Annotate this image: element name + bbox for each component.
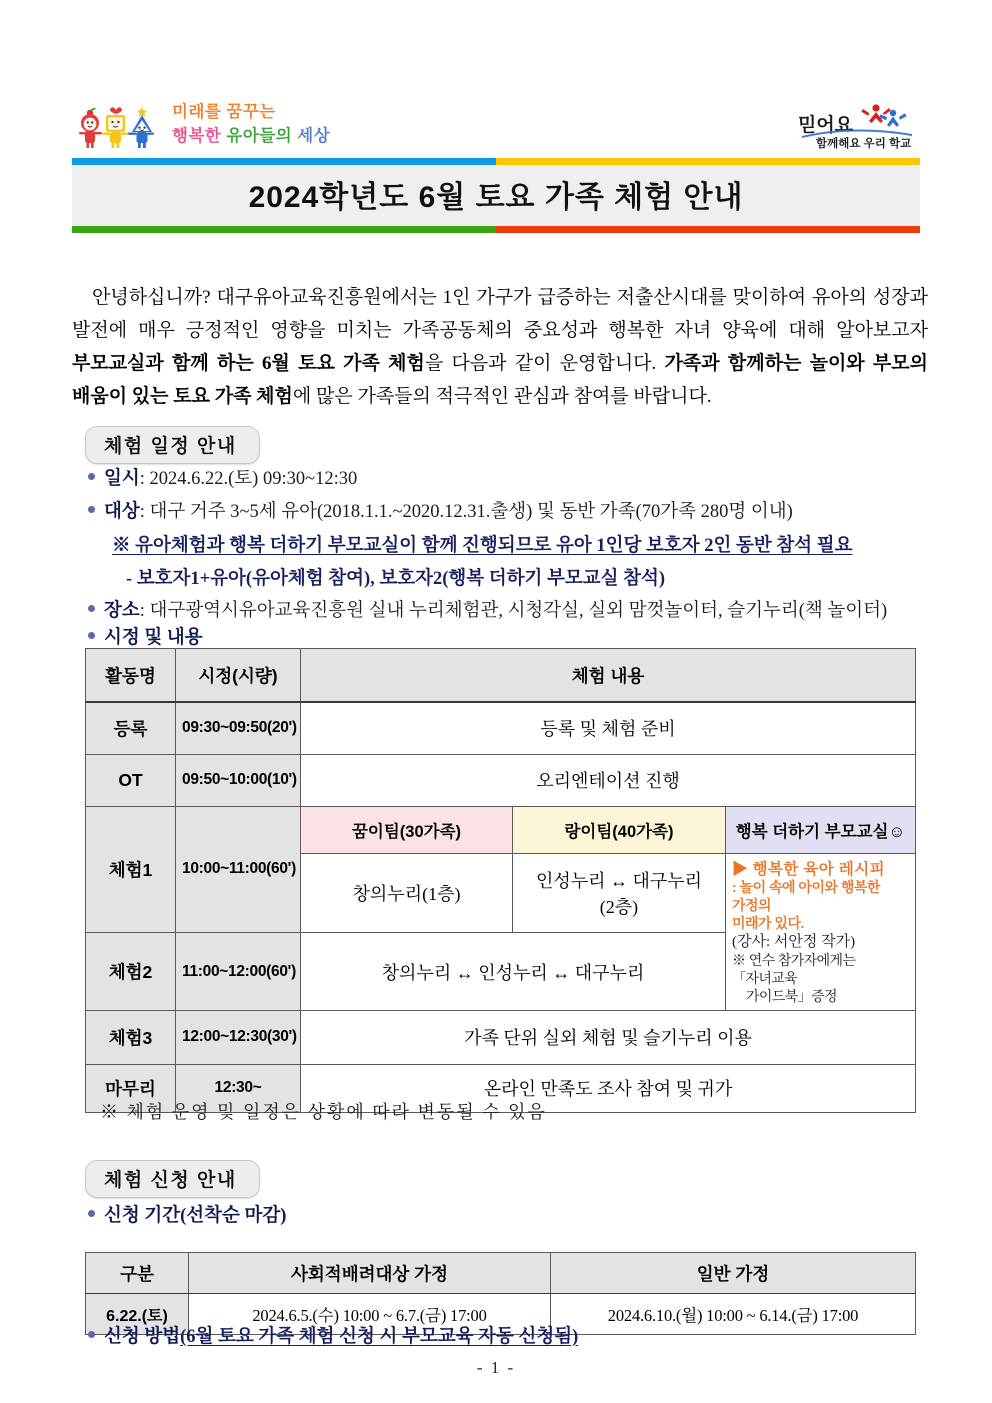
bullet-date-label: 일시 — [104, 469, 140, 489]
cell-content: 등록 및 체험 준비 — [301, 702, 916, 754]
bullet-date — [88, 466, 357, 492]
cell-activity: 등록 — [86, 702, 176, 754]
document-header — [72, 92, 920, 158]
intro-text-2-bold: 부모교실과 함께 하는 6월 토요 가족 체험 — [72, 353, 425, 374]
schedule-table — [85, 648, 916, 1113]
bullet-dot-icon — [88, 605, 95, 612]
cell-parent-class-header: 행복 더하기 부모교실☺ — [726, 806, 916, 853]
bullet-place-value: : 대구광역시유아교육진흥원 실내 누리체험관, 시청각실, 실외 맘껏놀이터, 슬기누리(책 놀이터) — [139, 601, 888, 621]
parent-class-note-2: 가이드북」증정 — [746, 988, 837, 1005]
col-header-time: 시정(시량) — [176, 649, 301, 703]
cell-content: 창의누리 ↔ 인성누리 ↔ 대구누리 — [301, 933, 726, 1011]
cell-parent-class-detail — [726, 853, 916, 1010]
mascot-characters-icon — [72, 99, 160, 151]
cell-kkumi-content: 창의누리(1층) — [301, 853, 513, 933]
rule-segment-yellow — [496, 158, 920, 165]
cell-content: 온라인 만족도 조사 참여 및 귀가 — [301, 1064, 916, 1112]
slogan-line-2c: 세상 — [297, 127, 331, 145]
bullet-place-label: 장소 — [104, 601, 140, 621]
cell-time: 12:00~12:30(30') — [176, 1010, 301, 1064]
notice-guardian-detail: - 보호자1+유아(유아체험 참여), 보호자2(행복 더하기 부모교실 참석) — [126, 569, 665, 589]
cell-team-rangi-header: 랑이팀(40가족) — [513, 806, 726, 853]
bullet-dot-icon — [88, 473, 95, 480]
section-heading-apply: 체험 신청 안내 — [85, 1160, 260, 1198]
bullet-date-value: : 2024.6.22.(토) 09:30~12:30 — [139, 469, 358, 489]
title-top-rule — [72, 158, 920, 165]
bullet-apply-period — [88, 1203, 286, 1229]
page-title: 2024학년도 6월 토요 가족 체험 안내 — [248, 181, 744, 214]
table-header-row — [86, 649, 916, 703]
parent-class-desc-2: 미래가 있다. — [732, 915, 804, 932]
table-row-ot — [86, 754, 916, 806]
col-header-activity: 활동명 — [86, 649, 176, 703]
apply-cell-general-period: 2024.6.10.(월) 10:00 ~ 6.14.(금) 17:00 — [551, 1294, 916, 1335]
apply-col-header-general: 일반 가정 — [551, 1253, 916, 1294]
rule-segment-red — [496, 226, 920, 233]
intro-text-3: 을 다음과 같이 운영합니다. — [424, 353, 665, 374]
cell-activity: 체험1 — [86, 806, 176, 933]
bullet-dot-icon — [88, 632, 95, 639]
school-trust-logo — [790, 97, 920, 153]
bullet-apply-method — [88, 1322, 578, 1348]
cell-activity: OT — [86, 754, 176, 806]
col-header-content: 체험 내용 — [301, 649, 916, 703]
table-row-team-headers — [86, 806, 916, 853]
cell-rangi-content: 인성누리 ↔ 대구누리(2층) — [513, 853, 726, 933]
cell-time: 09:30~09:50(20') — [176, 702, 301, 754]
institution-slogan — [172, 101, 330, 149]
schedule-table-footnote: ※ 체험 운영 및 일정은 상황에 따라 변동될 수 있음 — [100, 1102, 547, 1122]
apply-period-label: 신청 기간(선착순 마감) — [104, 1206, 287, 1226]
cell-activity: 체험2 — [86, 933, 176, 1011]
intro-text-4-bold: 가족과 함께하는 놀이와 부모의 배움이 있는 토요 가족 체험 — [72, 353, 928, 407]
apply-col-header-priority: 사회적배려대상 가정 — [189, 1253, 551, 1294]
document-title-bar — [72, 160, 920, 228]
section-heading-schedule: 체험 일정 안내 — [85, 426, 260, 464]
trust-logo-text-2: 함께해요 우리 학교 — [816, 138, 912, 150]
apply-cell-priority-period: 2024.6.5.(수) 10:00 ~ 6.7.(금) 17:00 — [189, 1294, 551, 1335]
institution-logo — [72, 99, 330, 151]
table-row-registration — [86, 702, 916, 754]
notice-guardian-requirement: ※ 유아체험과 행복 더하기 부모교실이 함께 진행되므로 유아 1인당 보호자 2인 동반 참석 필요 — [112, 536, 853, 556]
cell-time: 12:30~ — [176, 1064, 301, 1112]
parent-class-lecturer: (강사: 서안정 작가) — [732, 934, 856, 951]
cell-content: 오리엔테이션 진행 — [301, 754, 916, 806]
cell-time: 09:50~10:00(10') — [176, 754, 301, 806]
bullet-target-label: 대상 — [104, 502, 140, 522]
bullet-dot-icon — [88, 1331, 95, 1338]
bullet-place — [88, 598, 887, 624]
cell-activity: 체험3 — [86, 1010, 176, 1064]
rule-segment-green — [72, 226, 496, 233]
cell-time: 10:00~11:00(60') — [176, 806, 301, 933]
parent-class-desc-1: : 놀이 속에 아이와 행복한 가정의 — [732, 879, 880, 914]
intro-text-5: 에 많은 가족들의 적극적인 관심과 참여를 바랍니다. — [292, 386, 712, 407]
intro-text-1: 안녕하십니까? 대구유아교육진흥원에서는 1인 가구가 급증하는 저출산시대를 맞이하여 유아의 성장과 발전에 매우 긍정적인 영향을 미치는 가족공동체의 중요성과 행복한 자녀 양육에 대해 알아보고자 — [72, 287, 928, 341]
table-row-experience-3 — [86, 1010, 916, 1064]
apply-cell-date: 6.22.(토) — [86, 1294, 189, 1335]
bullet-dot-icon — [88, 1210, 95, 1217]
slogan-line-2a: 행복한 — [172, 127, 222, 145]
title-bottom-rule — [72, 226, 920, 233]
trust-logo-text-1: 믿어요 — [798, 115, 854, 136]
bullet-dot-icon — [88, 506, 95, 513]
cell-activity: 마무리 — [86, 1064, 176, 1112]
parent-class-note-1: ※ 연수 참가자에게는 「자녀교육 — [732, 952, 856, 987]
apply-col-header-division: 구분 — [86, 1253, 189, 1294]
rule-segment-blue — [72, 158, 496, 165]
parent-class-title: ▶ 행복한 육아 레시피 — [732, 860, 886, 878]
page-number: - 1 - — [476, 1358, 516, 1377]
cell-team-kkumi-header: 꿈이팀(30가족) — [301, 806, 513, 853]
cell-content: 가족 단위 실외 체험 및 슬기누리 이용 — [301, 1010, 916, 1064]
slogan-line-2b: 유아들의 — [226, 127, 293, 145]
slogan-line-1: 미래를 꿈꾸는 — [172, 103, 276, 122]
intro-paragraph — [72, 281, 928, 413]
bullet-target-value: : 대구 거주 3~5세 유아(2018.1.1.~2020.12.31.출생) 및 동반 가족(70가족 280명 이내) — [139, 502, 793, 522]
apply-table-header-row — [86, 1253, 916, 1294]
trust-people-icon — [790, 97, 920, 153]
bullet-timetable-label: 시정 및 내용 — [104, 628, 203, 648]
apply-method-note: (6월 토요 가족 체험 신청 시 부모교육 자동 신청됨) — [180, 1327, 579, 1347]
bullet-target — [88, 499, 793, 525]
cell-time: 11:00~12:00(60') — [176, 933, 301, 1011]
apply-method-label: 신청 방법 — [104, 1327, 181, 1347]
